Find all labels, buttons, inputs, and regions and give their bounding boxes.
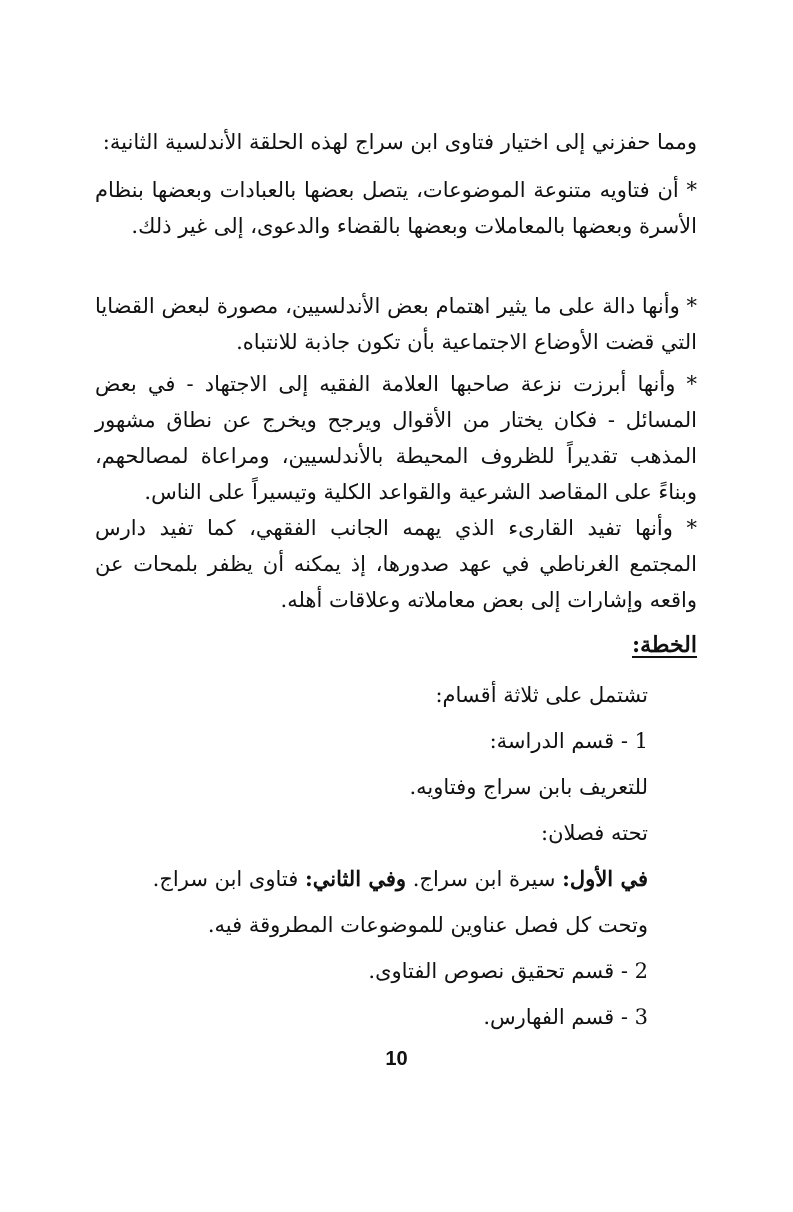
bullet-paragraph-4: * وأنها تفيد القارىء الذي يهمه الجانب الفقهي، كما تفيد دارس المجتمع الغرناطي في عهد صدورها، إذ يمكنه أن يظفر بلمحات عن واقعه وإشارات إلى بعض معاملاته وعلاقات أهله. [95, 516, 697, 612]
second-chapter-text: فتاوى ابن سراج. [152, 867, 305, 891]
intro-paragraph: ومما حفزني إلى اختيار فتاوى ابن سراج لهذه الحلقة الأندلسية الثانية: [102, 130, 697, 154]
plan-subtitles-note: وتحت كل فصل عناوين للموضوعات المطروقة فيه. [207, 913, 648, 937]
plan-section-1: 1 - قسم الدراسة: [489, 729, 648, 753]
plan-chapters-line [153, 861, 648, 897]
plan-chapters-label: تحته فصلان: [541, 821, 648, 845]
second-chapter-label: وفي الثاني: [304, 866, 407, 891]
plan-intro: تشتمل على ثلاثة أقسام: [435, 683, 648, 707]
bullet-paragraph-1: * أن فتاويه متنوعة الموضوعات، يتصل بعضها بالعبادات وبعضها بنظام الأسرة وبعضها بالمعاملات وبعضها بالقضاء والدعوى، إلى غير ذلك. [95, 178, 697, 238]
first-chapter-label: في الأول: [562, 866, 648, 891]
bullet-paragraph-2: * وأنها دالة على ما يثير اهتمام بعض الأندلسيين، مصورة لبعض القضايا التي قضت الأوضاع الاجتماعية بأن تكون جاذبة للانتباه. [95, 294, 697, 354]
plan-section-1-description: للتعريف بابن سراج وفتاويه. [409, 775, 648, 799]
plan-section-2: 2 - قسم تحقيق نصوص الفتاوى. [368, 959, 648, 983]
plan-heading: الخطة: [632, 632, 697, 658]
page-number: 10 [385, 1048, 408, 1070]
first-chapter-text: سيرة ابن سراج. [406, 867, 563, 891]
bullet-paragraph-3: * وأنها أبرزت نزعة صاحبها العلامة الفقيه إلى الاجتهاد - في بعض المسائل - فكان يختار من الأقوال ويرجح ويخرج عن نطاق مشهور المذهب تقديراً للظروف المحيطة بالأندلسيين، ومراعاة لمصالحهم، وبناءً على المقاصد الشرعية والقواعد الكلية وتيسيراً على الناس. [95, 372, 697, 504]
plan-section-3: 3 - قسم الفهارس. [483, 1005, 648, 1029]
